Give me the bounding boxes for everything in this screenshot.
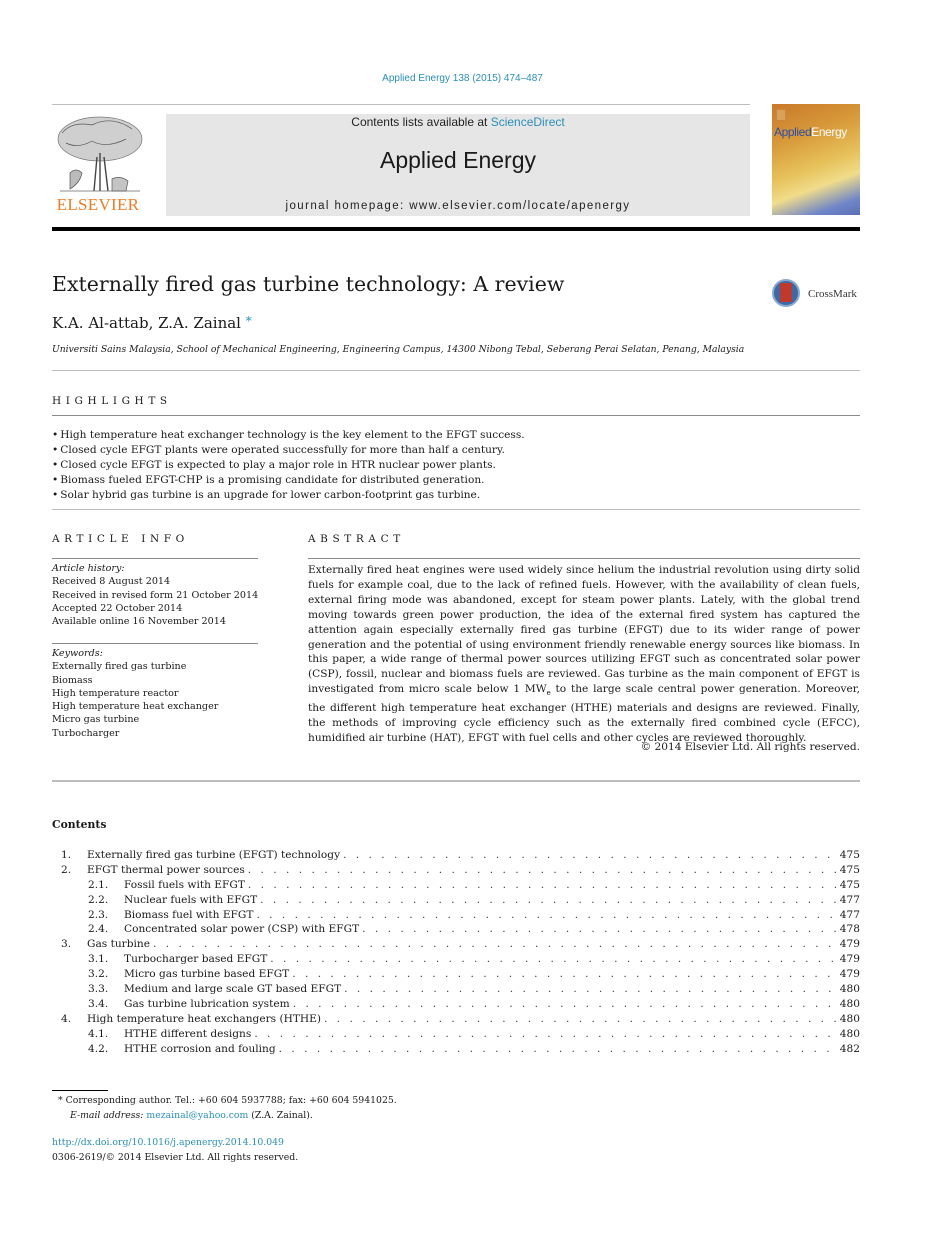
history-item: Accepted 22 October 2014: [52, 602, 183, 614]
author-list: [52, 314, 252, 332]
toc-entry[interactable]: 2.4. Concentrated solar power (CSP) with EFGT . . . 478: [52, 922, 860, 937]
contents-availability: Contents lists available at ScienceDirect: [351, 115, 565, 129]
header-top-rule: [52, 104, 750, 105]
email-link[interactable]: mezainal@yahoo.com: [146, 1109, 249, 1121]
abstract-copyright: © 2014 Elsevier Ltd. All rights reserved.: [640, 741, 860, 753]
article-history-label: Article history:: [52, 563, 125, 574]
footnote-rule: [52, 1090, 108, 1091]
sciencedirect-link[interactable]: ScienceDirect: [490, 115, 565, 129]
history-item: Received in revised form 21 October 2014: [52, 589, 259, 601]
elsevier-tree-icon: [52, 113, 144, 195]
toc-entry[interactable]: 4.2. HTHE corrosion and fouling . . . 482: [52, 1042, 860, 1057]
article-history: [52, 562, 258, 628]
toc-entry[interactable]: 3. Gas turbine . . . 479: [52, 937, 860, 952]
divider: [52, 643, 258, 644]
elsevier-wordmark: ELSEVIER: [56, 195, 140, 214]
divider: [52, 370, 860, 371]
table-of-contents: [52, 848, 860, 1056]
keyword-item: Externally fired gas turbine: [52, 661, 187, 673]
history-item: Available online 16 November 2014: [52, 616, 226, 628]
highlight-item: • Biomass fueled EFGT-CHP is a promising candidate for distributed generation.: [52, 473, 525, 488]
elsevier-logo[interactable]: [52, 113, 144, 215]
divider: [52, 780, 860, 782]
email-label: E-mail address:: [70, 1109, 147, 1121]
corresponding-author-footnote: * Corresponding author. Tel.: +60 604 5937788; fax: +60 604 5941025. E-mail address: mezainal@yahoo.com (Z.A. Zainal).: [58, 1095, 397, 1121]
highlight-item: • High temperature heat exchanger technology is the key element to the EFGT success.: [52, 428, 525, 443]
journal-citation-link[interactable]: Applied Energy 138 (2015) 474–487: [382, 73, 543, 84]
divider: [52, 415, 860, 416]
toc-entry[interactable]: 4.1. HTHE different designs . . . 480: [52, 1027, 860, 1042]
toc-entry[interactable]: 4. High temperature heat exchangers (HTHE) . . . 480: [52, 1012, 860, 1027]
cover-title: AppliedEnergy: [774, 125, 847, 139]
divider: [52, 509, 860, 510]
journal-homepage[interactable]: journal homepage: www.elsevier.com/locate/apenergy: [285, 200, 631, 212]
toc-entry[interactable]: 3.2. Micro gas turbine based EFGT . . . 479: [52, 967, 860, 982]
keyword-item: Turbocharger: [52, 727, 120, 739]
issn-copyright: 0306-2619/© 2014 Elsevier Ltd. All rights reserved.: [52, 1151, 299, 1163]
authors-text: K.A. Al-attab, Z.A. Zainal: [52, 314, 241, 332]
doi-link[interactable]: http://dx.doi.org/10.1016/j.apenergy.2014.10.049: [52, 1137, 284, 1148]
toc-entry[interactable]: 3.4. Gas turbine lubrication system . . . 480: [52, 997, 860, 1012]
divider: [52, 558, 258, 559]
abstract-heading: ABSTRACT: [308, 533, 405, 545]
article-title: Externally fired gas turbine technology: A review: [52, 272, 565, 296]
toc-entry[interactable]: 3.3. Medium and large scale GT based EFGT . . . 480: [52, 982, 860, 997]
article-info-heading: ARTICLE INFO: [52, 533, 189, 545]
highlight-item: • Closed cycle EFGT plants were operated successfully for more than half a century.: [52, 443, 525, 458]
toc-entry[interactable]: 2.1. Fossil fuels with EFGT . . . 475: [52, 878, 860, 893]
affiliation: Universiti Sains Malaysia, School of Mechanical Engineering, Engineering Campus, 14300 Nibong Tebal, Seberang Perai Selatan, Penang, Malaysia: [52, 344, 745, 355]
journal-banner: [166, 114, 750, 216]
cover-elsevier-badge-icon: [776, 109, 786, 121]
footnote-mark: *: [58, 1095, 63, 1106]
crossmark-button[interactable]: [772, 279, 862, 311]
highlights-heading: HIGHLIGHTS: [52, 395, 172, 407]
header-thick-rule: [52, 227, 860, 231]
keywords-label: Keywords:: [52, 648, 103, 659]
contents-heading: Contents: [52, 818, 107, 831]
journal-name: Applied Energy: [380, 147, 536, 173]
highlight-item: • Closed cycle EFGT is expected to play a major role in HTR nuclear power plants.: [52, 458, 525, 473]
keyword-item: High temperature heat exchanger: [52, 701, 219, 713]
doi-block: [52, 1136, 298, 1165]
toc-entry[interactable]: 2.2. Nuclear fuels with EFGT . . . 477: [52, 893, 860, 908]
crossmark-ribbon-icon: [780, 283, 792, 302]
journal-cover-image[interactable]: [772, 104, 860, 215]
divider: [308, 558, 860, 559]
keywords: [52, 647, 218, 740]
crossmark-label: CrossMark: [808, 288, 857, 300]
toc-entry[interactable]: 2. EFGT thermal power sources . . . 475: [52, 863, 860, 878]
keyword-item: Micro gas turbine: [52, 714, 140, 726]
keyword-item: High temperature reactor: [52, 687, 179, 699]
keyword-item: Biomass: [52, 674, 93, 686]
abstract-text: Externally fired heat engines were used widely since helium the industrial revolution using dirty solid fuels for example coal, due to the lack of refined fuels. However, with the availability of clean fuels, external firing mode was abandoned, except for steam power plants. Lately, with the global trend moving towards green power production, the idea of the external fired system has captured the attention again especially externally fired gas turbine (EFGT) due to its wider range of power generation and the potential of using environment friendly renewable energy sources like biomass. In this paper, a wide range of thermal power sources utilizing EFGT such as concentrated solar power (CSP), fossil, nuclear and biomass fuels are reviewed. Gas turbine as the main component of EFGT is investigated from micro scale below 1 $MW_e$ to the large scale central power generation. Moreover, the different high temperature heat exchanger (HTHE) materials and designs are reviewed. Finally, the methods of improving cycle efficiency such as the externally fired combined cycle (EFCC), humidified air turbine (HAT), EFGT with fuel cells and other cycles are reviewed thoroughly.: [308, 564, 860, 745]
history-item: Received 8 August 2014: [52, 576, 171, 588]
highlights-list: [52, 428, 525, 503]
toc-entry[interactable]: 2.3. Biomass fuel with EFGT . . . 477: [52, 908, 860, 923]
highlight-item: • Solar hybrid gas turbine is an upgrade for lower carbon-footprint gas turbine.: [52, 488, 525, 503]
corresponding-author-mark[interactable]: *: [245, 314, 252, 328]
toc-entry[interactable]: 3.1. Turbocharger based EFGT . . . 479: [52, 952, 860, 967]
toc-entry[interactable]: 1. Externally fired gas turbine (EFGT) technology . . . 475: [52, 848, 860, 863]
